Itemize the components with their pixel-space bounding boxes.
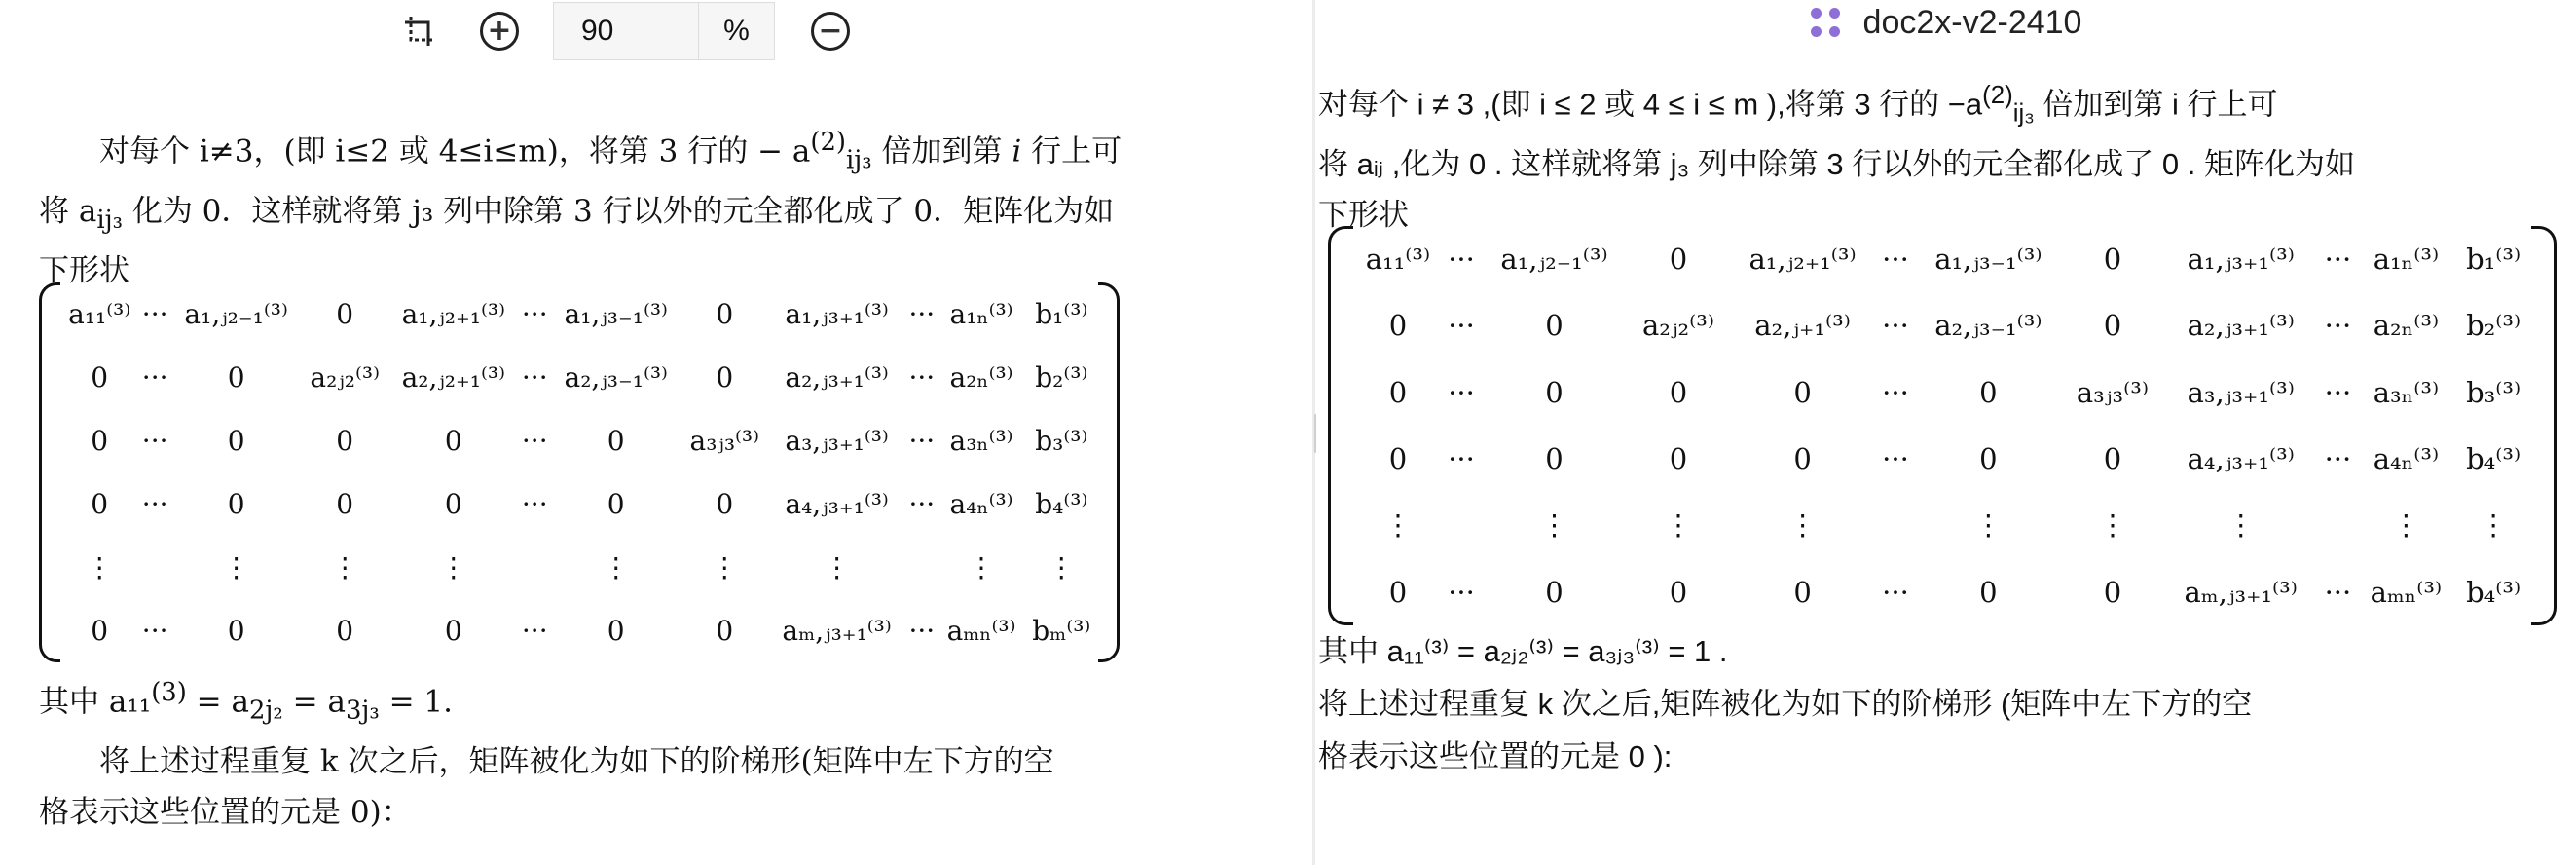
- matrix-cell: a₁ₙ⁽³⁾: [949, 298, 1013, 330]
- matrix-cell: a₃ⱼ₃⁽³⁾: [689, 425, 760, 457]
- matrix-cell: a₁ₙ⁽³⁾: [2373, 243, 2440, 277]
- matrix-cell: ⋮: [331, 551, 359, 583]
- matrix-cell: aₘ,ⱼ₃₊₁⁽³⁾: [2184, 575, 2298, 609]
- matrix-cell: ···: [1448, 442, 1475, 476]
- matrix-cell: ···: [1448, 375, 1475, 409]
- matrix-row: [60, 282, 1098, 346]
- matrix-cell: ⋮: [2479, 508, 2508, 543]
- matrix-cell: 0: [227, 361, 245, 394]
- matrix-cell: 0: [1793, 575, 1812, 609]
- matrix-cell: ···: [908, 615, 936, 647]
- matrix-cell: ⋮: [2098, 508, 2127, 543]
- matrix-cell: 0: [1388, 309, 1408, 343]
- superscript: (2): [810, 128, 847, 157]
- matrix-cell: a₂,ⱼ₃₊₁⁽³⁾: [2187, 309, 2295, 343]
- matrix-cell: ···: [2324, 375, 2352, 409]
- matrix-cell: 0: [227, 488, 245, 520]
- matrix-cell: ⋮: [1539, 508, 1568, 543]
- matrix-cell: ⋮: [1383, 508, 1413, 543]
- matrix-cell: a₃,ⱼ₃₊₁⁽³⁾: [785, 425, 889, 457]
- matrix-cell: 0: [444, 425, 462, 457]
- matrix-cell: ⋮: [2391, 508, 2420, 543]
- paragraph-after-3: 格表示这些位置的元是 0)：: [39, 794, 412, 830]
- right-paren: [1098, 282, 1120, 662]
- matrix-cell: 0: [336, 425, 354, 457]
- matrix-cell: [1877, 492, 1914, 558]
- paragraph-3: 下形状: [1318, 197, 1409, 232]
- matrix-cell: ···: [1882, 243, 1909, 277]
- matrix-cell: a₁₁⁽³⁾: [1365, 243, 1431, 277]
- text: 倍加到第 i 行上可: [2034, 87, 2278, 122]
- matrix-row: [60, 346, 1098, 409]
- matrix-cell: ···: [1882, 375, 1909, 409]
- paragraph-1: [1318, 70, 2535, 139]
- matrix-cell: 0: [91, 488, 109, 520]
- matrix-cell: a₃ₙ⁽³⁾: [949, 425, 1013, 457]
- matrix-cell: a₁,ⱼ₃₊₁⁽³⁾: [2187, 243, 2295, 277]
- matrix-cell: ⋮: [86, 551, 114, 583]
- matrix-cell: [519, 536, 551, 599]
- model-title: doc2x-v2-2410: [1862, 3, 2082, 41]
- matrix-cell: aₘₙ⁽³⁾: [2370, 575, 2443, 609]
- matrix-cell: 0: [1669, 575, 1688, 609]
- paragraph-after-2: 将上述过程重复 k 次之后，矩阵被化为如下的阶梯形(矩阵中左下方的空: [99, 743, 1054, 779]
- matrix-cell: 0: [607, 615, 625, 647]
- matrix-row: [1353, 359, 2531, 426]
- matrix-cell: ⋮: [711, 551, 739, 583]
- zoom-toolbar: [399, 0, 851, 62]
- matrix-grid: [60, 282, 1098, 662]
- matrix-row: [60, 599, 1098, 662]
- matrix-cell: a₂,ⱼ₊₁⁽³⁾: [1754, 309, 1851, 343]
- subscript: 3j₃: [345, 696, 380, 726]
- matrix-cell: bₘ⁽³⁾: [1032, 615, 1091, 647]
- matrix-cell: b₂⁽³⁾: [2466, 309, 2521, 343]
- zoom-out-button[interactable]: [810, 11, 851, 52]
- matrix-cell: 0: [336, 298, 354, 330]
- matrix-cell: 0: [227, 615, 245, 647]
- paragraph-1: [39, 117, 1149, 186]
- matrix-row: [1353, 559, 2531, 625]
- matrix-cell: b₄⁽³⁾: [1035, 488, 1088, 520]
- matrix-cell: 0: [1793, 442, 1812, 476]
- matrix-cell: 0: [716, 615, 734, 647]
- matrix-cell: 0: [2103, 442, 2122, 476]
- matrix-cell: a₄,ⱼ₃₊₁⁽³⁾: [785, 488, 889, 520]
- matrix-cell: 0: [444, 488, 462, 520]
- matrix-cell: ···: [521, 615, 548, 647]
- matrix-cell: [138, 536, 170, 599]
- subscript: 2j₂: [248, 696, 283, 726]
- matrix-cell: a₃,ⱼ₃₊₁⁽³⁾: [2187, 375, 2295, 409]
- superscript: (2): [1982, 82, 2013, 109]
- matrix-cell: ···: [521, 488, 548, 520]
- matrix-cell: 0: [227, 425, 245, 457]
- left-paren: [1328, 226, 1353, 625]
- matrix-cell: a₃ₙ⁽³⁾: [2373, 375, 2440, 409]
- matrix-cell: 0: [1979, 375, 1998, 409]
- matrix-cell: ···: [908, 361, 936, 394]
- crop-icon-glyph: [403, 15, 436, 48]
- text: 对每个 i ≠ 3 ,(即 i ≤ 2 或 4 ≤ i ≤ m ),将第 3 行的 −a: [1318, 87, 1983, 122]
- text: 化为 0．这样就将第 j₃ 列中除第 3 行以外的元全都化成了 0．矩阵化为如: [122, 193, 1115, 229]
- text: = a: [186, 684, 249, 720]
- matrix-grid: [1353, 226, 2531, 625]
- matrix-cell: ···: [521, 298, 548, 330]
- scanned-page-text: [39, 117, 1149, 296]
- subscript: ij₃: [846, 145, 872, 175]
- matrix-cell: ⋮: [823, 551, 851, 583]
- matrix-cell: a₁,ⱼ₂₋₁⁽³⁾: [184, 298, 288, 330]
- matrix-cell: a₂ⱼ₂⁽³⁾: [310, 361, 380, 394]
- model-logo-icon: [1811, 8, 1840, 37]
- matrix-cell: ···: [141, 615, 168, 647]
- matrix-cell: ···: [521, 361, 548, 394]
- matrix-cell: 0: [1388, 442, 1408, 476]
- matrix-cell: 0: [1545, 375, 1564, 409]
- matrix-cell: 0: [1669, 243, 1688, 277]
- matrix-cell: 0: [1545, 575, 1564, 609]
- text: i≠3，(即 i≤2 或 4≤i≤m)，将第 3 行的 − a: [199, 133, 811, 169]
- matrix-cell: 0: [91, 361, 109, 394]
- right-paren: [2531, 226, 2557, 625]
- matrix-cell: 0: [716, 488, 734, 520]
- left-paren: [39, 282, 60, 662]
- matrix-cell: 0: [1669, 442, 1688, 476]
- paragraph-2: [39, 186, 1149, 245]
- matrix-cell: 0: [1545, 309, 1564, 343]
- matrix-cell: ···: [1448, 575, 1475, 609]
- matrix-cell: a₁,ⱼ₃₋₁⁽³⁾: [1934, 243, 2042, 277]
- matrix-cell: a₃ⱼ₃⁽³⁾: [2076, 375, 2149, 409]
- matrix-row: [60, 472, 1098, 536]
- rendered-text: [1318, 70, 2535, 241]
- matrix-cell: a₂,ⱼ₂₊₁⁽³⁾: [401, 361, 505, 394]
- matrix-cell: ⋮: [439, 551, 467, 583]
- matrix-cell: a₁,ⱼ₃₋₁⁽³⁾: [564, 298, 668, 330]
- matrix-cell: ···: [1448, 243, 1475, 277]
- text: 其中 a₁₁: [39, 684, 152, 720]
- matrix-cell: ···: [2324, 243, 2352, 277]
- matrix-cell: [1443, 492, 1480, 558]
- matrix-cell: a₁,ⱼ₃₊₁⁽³⁾: [785, 298, 889, 330]
- paragraph-3: 下形状: [39, 252, 129, 288]
- matrix-cell: ⋮: [1788, 508, 1818, 543]
- result-header: [1316, 0, 2576, 45]
- matrix-row: [1353, 426, 2531, 492]
- text: 行上可: [1021, 133, 1122, 169]
- superscript: (3): [151, 678, 187, 707]
- matrix-row: [1353, 492, 2531, 558]
- matrix-cell: a₁₁⁽³⁾: [68, 298, 131, 330]
- matrix-cell: 0: [607, 488, 625, 520]
- matrix-cell: ···: [1882, 575, 1909, 609]
- matrix-cell: ⋮: [968, 551, 996, 583]
- matrix-cell: b₁⁽³⁾: [1035, 298, 1088, 330]
- matrix-cell: ···: [2324, 442, 2352, 476]
- paragraph-2: 将 aᵢⱼ ,化为 0 . 这样就将第 j₃ 列中除第 3 行以外的元全都化成了 0 . 矩阵化为如: [1318, 146, 2355, 181]
- matrix-cell: a₁,ⱼ₂₋₁⁽³⁾: [1500, 243, 1608, 277]
- matrix-cell: 0: [1979, 575, 1998, 609]
- matrix-cell: [905, 536, 938, 599]
- matrix-cell: b₃⁽³⁾: [1035, 425, 1088, 457]
- zoom-in-icon: +: [480, 12, 519, 51]
- matrix-cell: ⋮: [1048, 551, 1076, 583]
- math-var: i: [1012, 133, 1022, 169]
- matrix-cell: ⋮: [1973, 508, 2003, 543]
- matrix-cell: b₃⁽³⁾: [2466, 375, 2521, 409]
- subscript: ij₃: [96, 205, 123, 235]
- matrix-right: [1328, 226, 2557, 625]
- matrix-cell: ···: [908, 298, 936, 330]
- paragraph-after-1: [39, 667, 1149, 736]
- zoom-out-icon: −: [811, 12, 850, 51]
- matrix-cell: ⋮: [2226, 508, 2256, 543]
- matrix-cell: 0: [336, 615, 354, 647]
- matrix-cell: a₄ₙ⁽³⁾: [2373, 442, 2440, 476]
- ocr-result-pane: [1316, 0, 2576, 865]
- matrix-cell: ···: [908, 488, 936, 520]
- matrix-cell: ···: [141, 425, 168, 457]
- matrix-cell: 0: [1979, 442, 1998, 476]
- matrix-cell: 0: [91, 425, 109, 457]
- matrix-cell: a₂,ⱼ₃₋₁⁽³⁾: [1934, 309, 2042, 343]
- matrix-cell: 0: [336, 488, 354, 520]
- matrix-cell: a₂ₙ⁽³⁾: [2373, 309, 2440, 343]
- matrix-left: [39, 282, 1120, 662]
- text: = 1.: [379, 684, 453, 720]
- matrix-cell: 0: [2103, 243, 2122, 277]
- matrix-cell: ···: [1882, 309, 1909, 343]
- matrix-cell: ⋮: [222, 551, 250, 583]
- text: 对每个: [99, 133, 200, 169]
- matrix-row: [1353, 292, 2531, 358]
- zoom-input[interactable]: 90: [553, 2, 699, 60]
- text: = a: [282, 684, 346, 720]
- matrix-cell: 0: [1793, 375, 1812, 409]
- scanned-page-text-after: [39, 667, 1149, 838]
- matrix-cell: ···: [521, 425, 548, 457]
- matrix-cell: ⋮: [602, 551, 630, 583]
- text: 将 a: [39, 193, 97, 229]
- matrix-cell: a₄,ⱼ₃₊₁⁽³⁾: [2187, 442, 2295, 476]
- paragraph-after-1: 其中 a₁₁⁽³⁾ = a₂ⱼ₂⁽³⁾ = a₃ⱼ₃⁽³⁾ = 1 .: [1318, 634, 1728, 668]
- matrix-cell: b₁⁽³⁾: [2466, 243, 2521, 277]
- matrix-cell: 0: [1388, 375, 1408, 409]
- matrix-cell: ···: [141, 361, 168, 394]
- matrix-cell: 0: [2103, 575, 2122, 609]
- matrix-cell: ···: [908, 425, 936, 457]
- matrix-row: [60, 409, 1098, 472]
- matrix-cell: 0: [444, 615, 462, 647]
- matrix-cell: a₁,ⱼ₂₊₁⁽³⁾: [401, 298, 505, 330]
- matrix-cell: ···: [1882, 442, 1909, 476]
- matrix-cell: a₂ⱼ₂⁽³⁾: [1641, 309, 1715, 343]
- matrix-cell: 0: [716, 361, 734, 394]
- zoom-in-button[interactable]: [479, 11, 520, 52]
- matrix-cell: b₄⁽³⁾: [2466, 575, 2521, 609]
- matrix-cell: a₁,ⱼ₂₊₁⁽³⁾: [1748, 243, 1857, 277]
- matrix-cell: 0: [1669, 375, 1688, 409]
- matrix-cell: ⋮: [1664, 508, 1693, 543]
- matrix-row: [1353, 226, 2531, 292]
- matrix-cell: ···: [141, 488, 168, 520]
- matrix-cell: b₂⁽³⁾: [1035, 361, 1088, 394]
- crop-icon[interactable]: [399, 11, 440, 52]
- matrix-cell: a₄ₙ⁽³⁾: [949, 488, 1013, 520]
- matrix-cell: a₂,ⱼ₃₋₁⁽³⁾: [564, 361, 668, 394]
- zoom-unit-label: %: [699, 2, 775, 60]
- matrix-cell: 0: [1388, 575, 1408, 609]
- matrix-cell: a₂ₙ⁽³⁾: [949, 361, 1013, 394]
- matrix-cell: aₘₙ⁽³⁾: [946, 615, 1016, 647]
- matrix-cell: ···: [2324, 309, 2352, 343]
- subscript: ij₃: [2012, 99, 2035, 128]
- paragraph-after-2: 将上述过程重复 k 次之后,矩阵被化为如下的阶梯形 (矩阵中左下方的空: [1318, 687, 2253, 721]
- matrix-cell: ···: [1448, 309, 1475, 343]
- matrix-cell: 0: [1545, 442, 1564, 476]
- matrix-cell: [2319, 492, 2356, 558]
- matrix-cell: 0: [716, 298, 734, 330]
- matrix-cell: ···: [141, 298, 168, 330]
- matrix-cell: ···: [2324, 575, 2352, 609]
- matrix-cell: 0: [607, 425, 625, 457]
- rendered-text-after: [1318, 625, 2535, 783]
- matrix-cell: b₄⁽³⁾: [2466, 442, 2521, 476]
- matrix-cell: aₘ,ⱼ₃₊₁⁽³⁾: [782, 615, 892, 647]
- matrix-cell: 0: [2103, 309, 2122, 343]
- text: 倍加到第: [871, 133, 1012, 169]
- matrix-cell: a₂,ⱼ₃₊₁⁽³⁾: [785, 361, 889, 394]
- paragraph-after-3: 格表示这些位置的元是 0 ):: [1318, 739, 1673, 773]
- matrix-cell: 0: [91, 615, 109, 647]
- matrix-row: [60, 536, 1098, 599]
